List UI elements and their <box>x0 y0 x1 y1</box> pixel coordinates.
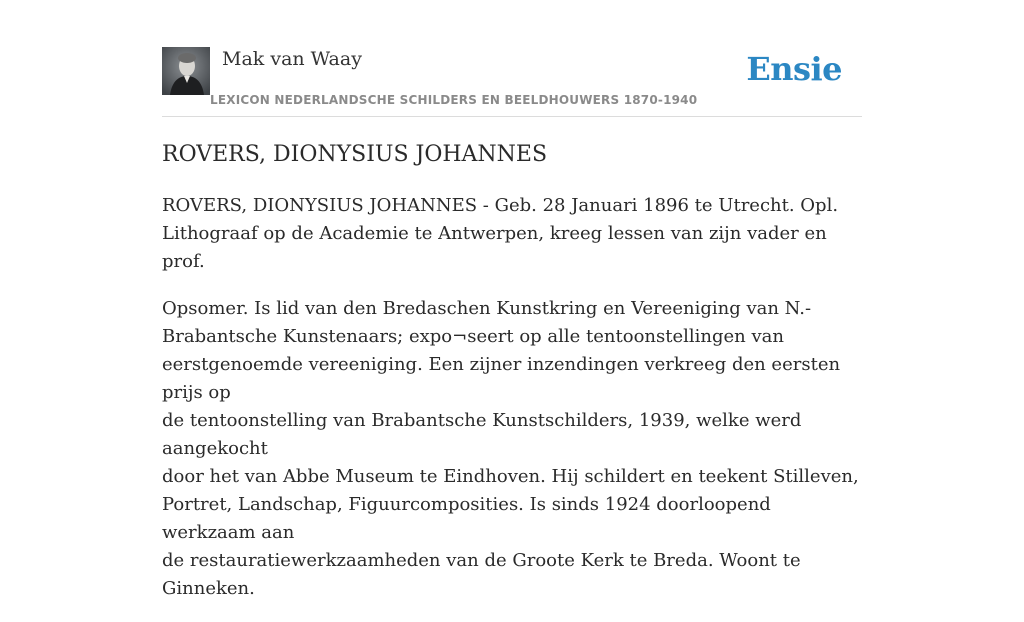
author-portrait-icon <box>162 47 210 95</box>
ensie-logo[interactable]: Ensie <box>746 50 842 88</box>
article-paragraph: ROVERS, DIONYSIUS JOHANNES - Geb. 28 Januari 1896 te Utrecht. Opl. Lithograaf op de Academie te Antwerpen, kreeg lessen van zijn vader en prof. <box>162 195 839 272</box>
source-title[interactable]: LEXICON NEDERLANDSCHE SCHILDERS EN BEELDHOUWERS 1870-1940 <box>210 93 698 107</box>
article-header <box>162 46 862 117</box>
article-body <box>162 192 862 622</box>
article-paragraph: Opsomer. Is lid van den Bredaschen Kunstkring en Vereeniging van N.- Brabantsche Kunstenaars; expo¬seert op alle tentoonstellingen van eerstgenoemde vereeniging. Een zijner inzendingen verkreeg den eersten prijs op de tentoonstelling van Brabantsche Kunstschilders, 1939, welke werd aangekocht door het van Abbe Museum te Eindhoven. Hij schildert en teekent Stilleven, Portret, Landschap, Figuurcomposities. Is sinds 1924 doorloopend werkzaam aan de restauratiewerkzaamheden van de Groote Kerk te Breda. Woont te Ginneken. <box>162 298 859 599</box>
author-avatar[interactable] <box>162 47 210 95</box>
author-name[interactable]: Mak van Waay <box>222 48 362 70</box>
page-title: ROVERS, DIONYSIUS JOHANNES <box>162 142 548 167</box>
